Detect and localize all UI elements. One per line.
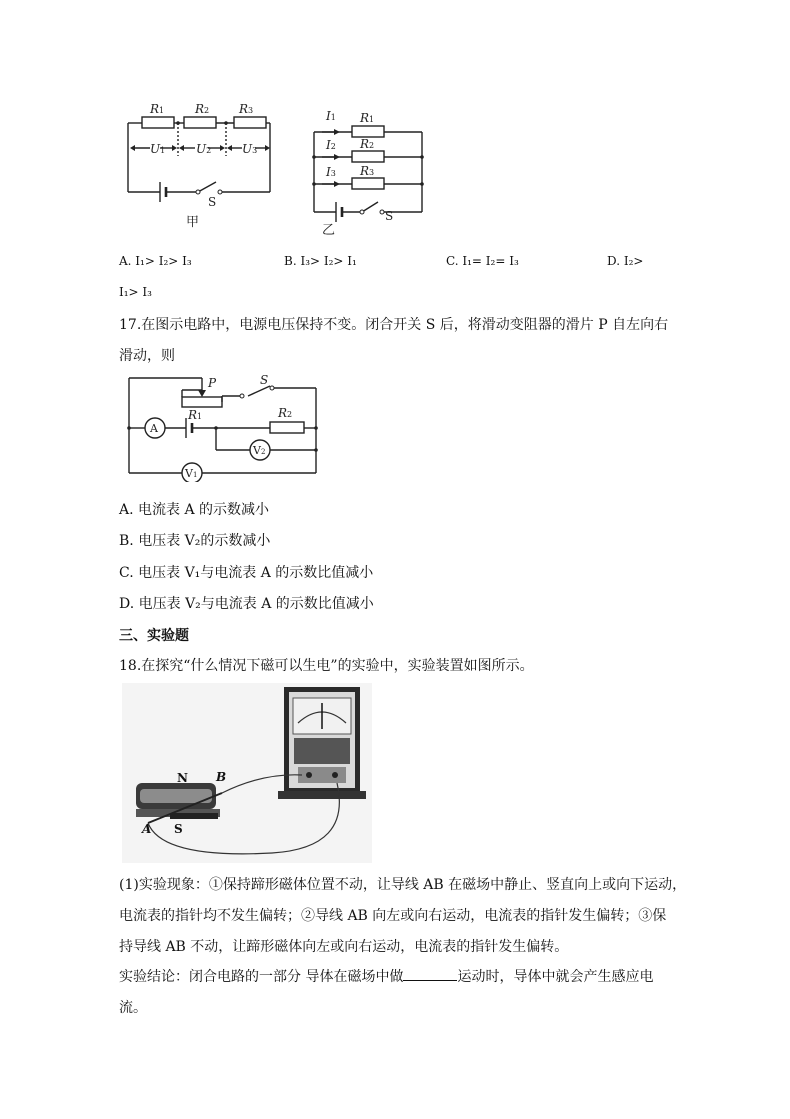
voltmeter-v1-label: V1	[185, 467, 198, 480]
wire-end-b-label: B	[216, 770, 227, 784]
q16-option-d: D. I₂>	[607, 254, 644, 268]
ammeter-label: A	[150, 422, 158, 435]
answer-blank[interactable]	[403, 968, 457, 981]
figure-caption-jia: 甲	[186, 215, 200, 230]
switch-s-label: S	[260, 373, 269, 387]
figure-caption-yi: 乙	[322, 223, 336, 238]
experiment-photo	[122, 683, 372, 863]
q17-option-c: C. 电压表 V₁与电流表 A 的示数比值减小	[119, 565, 374, 581]
q18-part1-line3: 持导线 AB 不动，让蹄形磁体向左或向右运动，电流表的指针发生偏转。	[119, 939, 569, 955]
r2-label: R2	[278, 406, 293, 420]
switch-label: S	[385, 209, 394, 223]
i2-label: I2	[326, 138, 336, 152]
u3-label: U3	[242, 142, 258, 156]
circuit-diagram-jia	[120, 96, 280, 236]
u1-label: U1	[150, 142, 166, 156]
switch-label: S	[208, 195, 217, 209]
conclusion-suffix: 运动时，导体中就会产生感应电	[457, 969, 654, 985]
q18-part1-line2: 电流表的指针均不发生偏转；②导线 AB 向左或向右运动，电流表的指针发生偏转；③保	[119, 908, 667, 924]
q16-option-c: C. I₁= I₂= I₃	[446, 254, 519, 268]
r2-label: R2	[195, 102, 210, 116]
q18-stem: 18.在探究“什么情况下磁可以生电”的实验中，实验装置如图所示。	[119, 658, 534, 674]
circuit-diagram-yi	[302, 100, 434, 240]
circuit-diagram-q17	[122, 370, 322, 482]
r2-label: R2	[360, 137, 375, 151]
conclusion-prefix: 实验结论：闭合电路的一部分 导体在磁场中做	[119, 969, 404, 985]
q16-option-d-continued: I₁> I₃	[119, 285, 152, 299]
q16-option-a: A. I₁> I₂> I₃	[119, 254, 192, 268]
south-pole-label: S	[174, 822, 183, 836]
r3-label: R3	[239, 102, 254, 116]
slider-p-label: P	[208, 376, 217, 390]
q18-conclusion-line2: 流。	[119, 1000, 147, 1016]
q16-option-b: B. I₃> I₂> I₁	[284, 254, 357, 268]
u2-label: U2	[196, 142, 212, 156]
r3-label: R3	[360, 164, 375, 178]
q17-stem-line1: 17.在图示电路中，电源电压保持不变。闭合开关 S 后，将滑动变阻器的滑片 P 自左向右	[119, 317, 669, 333]
q17-option-b: B. 电压表 V₂的示数减小	[119, 533, 271, 549]
r1-label: R1	[150, 102, 165, 116]
i3-label: I3	[326, 165, 336, 179]
r1-label: R1	[188, 408, 203, 422]
q18-part1-line1: (1)实验现象：①保持蹄形磁体位置不动，让导线 AB 在磁场中静止、竖直向上或向下运动，	[119, 877, 687, 893]
q17-stem-line2: 滑动，则	[119, 348, 175, 364]
i1-label: I1	[326, 109, 336, 123]
north-pole-label: N	[177, 771, 188, 785]
wire-end-a-label: A	[142, 822, 152, 836]
section-title: 三、实验题	[119, 628, 189, 644]
voltmeter-v2-label: V2	[253, 444, 266, 457]
r1-label: R1	[360, 111, 375, 125]
q17-option-d: D. 电压表 V₂与电流表 A 的示数比值减小	[119, 596, 374, 612]
q17-option-a: A. 电流表 A 的示数减小	[119, 502, 270, 518]
q18-conclusion	[119, 966, 653, 986]
